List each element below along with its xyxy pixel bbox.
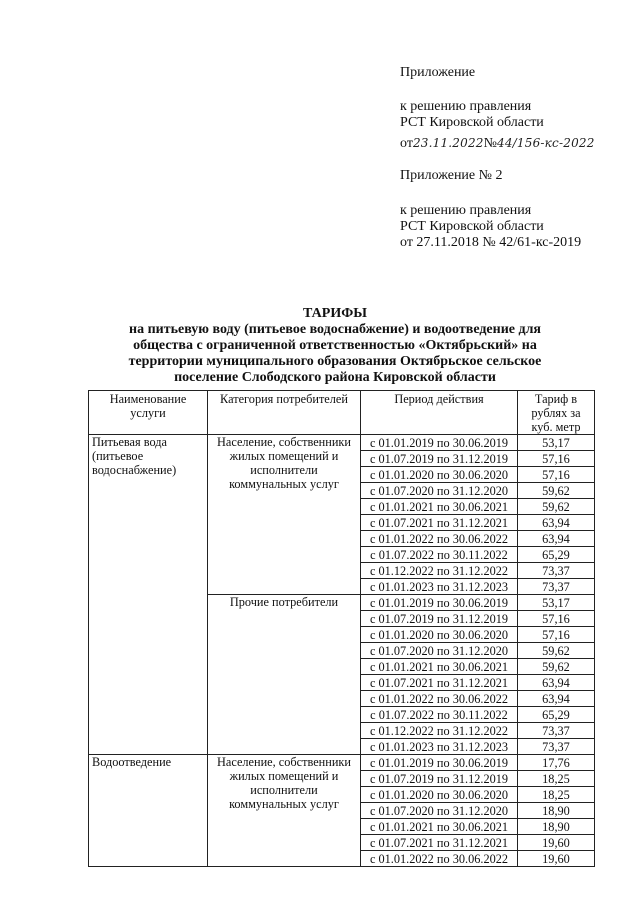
period-cell: с 01.01.2022 по 30.06.2022 [361, 851, 518, 867]
from-prefix: от [400, 136, 413, 151]
tariff-cell: 18,90 [518, 803, 595, 819]
tariff-cell: 59,62 [518, 643, 595, 659]
number-sign: № [483, 136, 498, 151]
period-cell: с 01.01.2020 по 30.06.2020 [361, 787, 518, 803]
tariff-cell: 59,62 [518, 483, 595, 499]
tariff-cell: 57,16 [518, 611, 595, 627]
tariff-cell: 57,16 [518, 467, 595, 483]
document-heading: ТАРИФЫ [303, 306, 367, 321]
tariff-cell: 73,37 [518, 723, 595, 739]
period-cell: с 01.07.2020 по 31.12.2020 [361, 803, 518, 819]
tariff-cell: 18,25 [518, 787, 595, 803]
title-line-4: поселение Слободского района Кировской области [174, 370, 496, 385]
tariff-cell: 73,37 [518, 579, 595, 595]
period-cell: с 01.01.2022 по 30.06.2022 [361, 691, 518, 707]
tariff-cell: 59,62 [518, 659, 595, 675]
column-header-service: Наименование услуги [89, 391, 208, 435]
tariff-cell: 18,90 [518, 819, 595, 835]
tariff-table [88, 390, 595, 867]
tariff-cell: 63,94 [518, 531, 595, 547]
tariff-cell: 73,37 [518, 739, 595, 755]
period-cell: с 01.01.2021 по 30.06.2021 [361, 499, 518, 515]
period-cell: с 01.12.2022 по 31.12.2022 [361, 723, 518, 739]
tariff-cell: 65,29 [518, 707, 595, 723]
consumer-category-cell: Прочие потребители [208, 595, 361, 755]
consumer-category-cell: Население, собственники жилых помещений и исполнители коммунальных услуг [208, 435, 361, 595]
period-cell: с 01.07.2019 по 31.12.2019 [361, 611, 518, 627]
appendix-2-label: Приложение № 2 [400, 168, 503, 183]
tariff-cell: 63,94 [518, 691, 595, 707]
appendix-label: Приложение [400, 65, 476, 80]
period-cell: с 01.01.2023 по 31.12.2023 [361, 579, 518, 595]
prev-decision-line-2: РСТ Кировской области [400, 219, 544, 234]
tariff-cell: 57,16 [518, 627, 595, 643]
period-cell: с 01.07.2021 по 31.12.2021 [361, 675, 518, 691]
period-cell: с 01.01.2021 по 30.06.2021 [361, 659, 518, 675]
period-cell: с 01.07.2019 по 31.12.2019 [361, 771, 518, 787]
prev-decision-line-1: к решению правления [400, 203, 532, 218]
period-cell: с 01.07.2021 по 31.12.2021 [361, 515, 518, 531]
tariff-cell: 63,94 [518, 515, 595, 531]
prev-decision-line-3: от 27.11.2018 № 42/61-кс-2019 [400, 235, 582, 250]
decision-line-1: к решению правления [400, 99, 532, 114]
service-name-cell: Питьевая вода (питьевое водоснабжение) [89, 435, 208, 755]
column-header-period: Период действия [361, 391, 518, 435]
table-row [89, 755, 595, 771]
tariff-cell: 57,16 [518, 451, 595, 467]
tariff-table-body [89, 435, 595, 867]
period-cell: с 01.07.2019 по 31.12.2019 [361, 451, 518, 467]
period-cell: с 01.01.2023 по 31.12.2023 [361, 739, 518, 755]
service-name-cell: Водоотведение [89, 755, 208, 867]
tariff-cell: 17,76 [518, 755, 595, 771]
handwritten-date: 23.11.2022 [412, 136, 484, 150]
tariff-cell: 59,62 [518, 499, 595, 515]
table-header-row [89, 391, 595, 435]
column-header-category: Категория потребителей [208, 391, 361, 435]
tariff-cell: 18,25 [518, 771, 595, 787]
period-cell: с 01.12.2022 по 31.12.2022 [361, 563, 518, 579]
decision-date-line [400, 135, 595, 152]
period-cell: с 01.07.2020 по 31.12.2020 [361, 483, 518, 499]
handwritten-number: 44/156-кс-2022 [497, 136, 595, 150]
tariff-cell: 19,60 [518, 835, 595, 851]
period-cell: с 01.01.2019 по 30.06.2019 [361, 435, 518, 451]
period-cell: с 01.07.2022 по 30.11.2022 [361, 707, 518, 723]
period-cell: с 01.07.2021 по 31.12.2021 [361, 835, 518, 851]
tariff-cell: 73,37 [518, 563, 595, 579]
decision-line-2: РСТ Кировской области [400, 115, 544, 130]
period-cell: с 01.07.2020 по 31.12.2020 [361, 643, 518, 659]
consumer-category-cell: Население, собственники жилых помещений и исполнители коммунальных услуг [208, 755, 361, 867]
period-cell: с 01.01.2020 по 30.06.2020 [361, 627, 518, 643]
period-cell: с 01.01.2021 по 30.06.2021 [361, 819, 518, 835]
tariff-cell: 19,60 [518, 851, 595, 867]
period-cell: с 01.07.2022 по 30.11.2022 [361, 547, 518, 563]
period-cell: с 01.01.2022 по 30.06.2022 [361, 531, 518, 547]
column-header-tariff: Тариф в рублях за куб. метр [518, 391, 595, 435]
period-cell: с 01.01.2019 по 30.06.2019 [361, 755, 518, 771]
tariff-cell: 63,94 [518, 675, 595, 691]
title-line-1: на питьевую воду (питьевое водоснабжение) и водоотведение для [129, 322, 541, 337]
period-cell: с 01.01.2019 по 30.06.2019 [361, 595, 518, 611]
tariff-cell: 53,17 [518, 595, 595, 611]
table-row [89, 435, 595, 451]
title-line-3: территории муниципального образования Октябрьское сельское [128, 354, 542, 369]
period-cell: с 01.01.2020 по 30.06.2020 [361, 467, 518, 483]
tariff-cell: 53,17 [518, 435, 595, 451]
title-line-2: общества с ограниченной ответственностью «Октябрьский» на [133, 338, 537, 353]
tariff-cell: 65,29 [518, 547, 595, 563]
